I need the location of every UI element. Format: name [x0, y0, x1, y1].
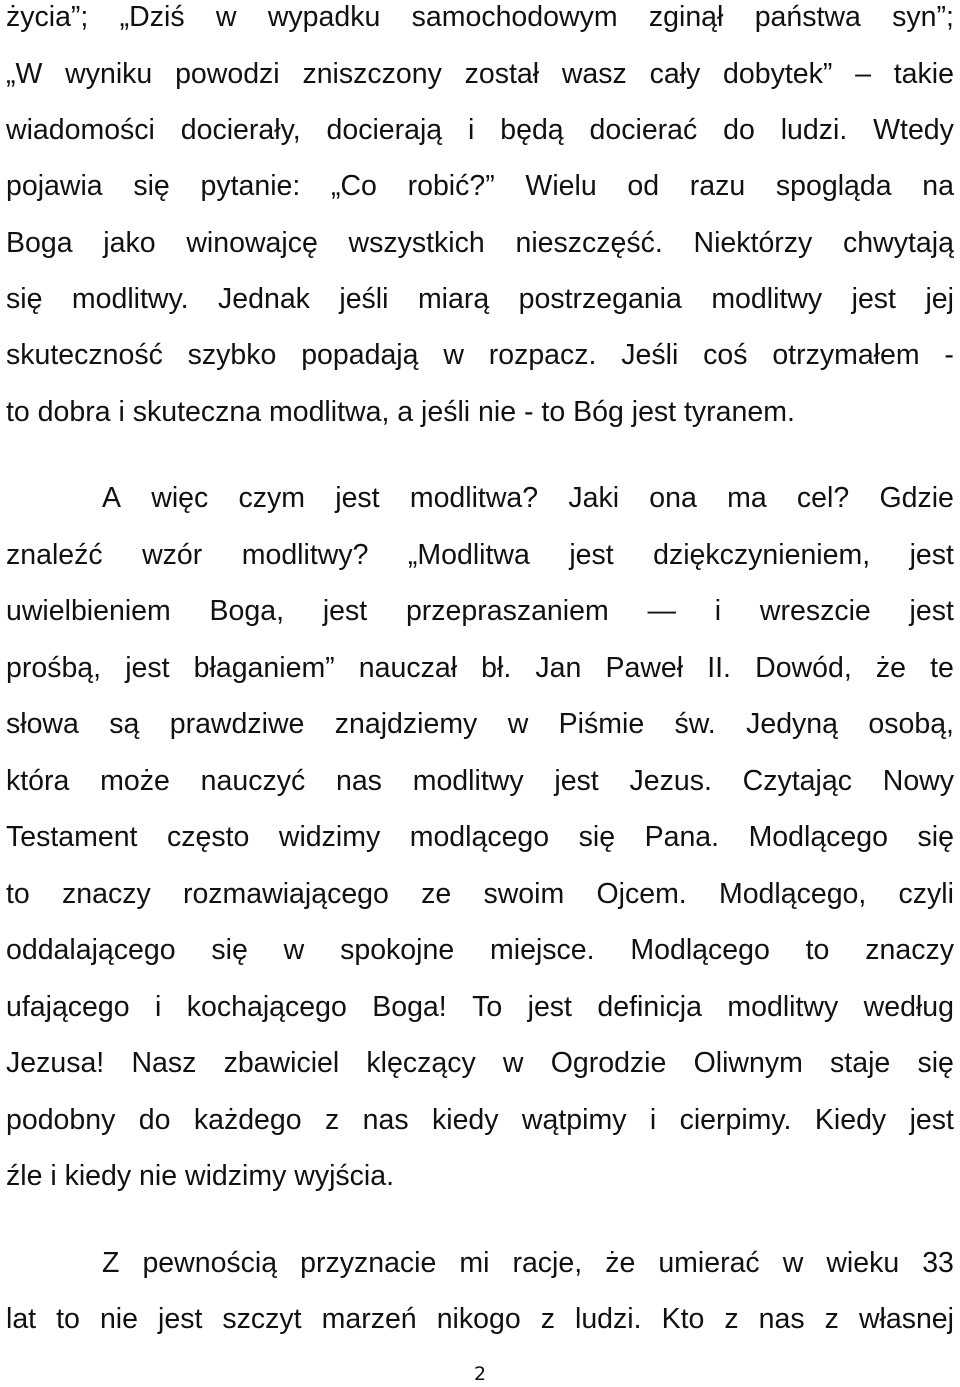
page-number: 2 — [473, 1363, 487, 1385]
text-line: skuteczność szybko popadają w rozpacz. Jeśli coś otrzymałem - — [6, 339, 954, 371]
text-line: to znaczy rozmawiającego ze swoim Ojcem. Modlącego, czyli — [6, 878, 954, 910]
text-line: uwielbieniem Boga, jest przepraszaniem — i wreszcie jest — [6, 595, 954, 627]
text-line: wiadomości docierały, docierają i będą docierać do ludzi. Wtedy — [6, 114, 954, 146]
text-line: prośbą, jest błaganiem” nauczał bł. Jan Paweł II. Dowód, że te — [6, 652, 954, 684]
text-line: Boga jako winowajcę wszystkich nieszczęść. Niektórzy chwytają — [6, 227, 954, 259]
text-line: Z pewnością przyznacie mi racje, że umierać w wieku 33 — [102, 1247, 954, 1279]
text-line: która może nauczyć nas modlitwy jest Jezus. Czytając Nowy — [6, 765, 954, 797]
text-line: Testament często widzimy modlącego się Pana. Modlącego się — [6, 821, 954, 853]
text-line: lat to nie jest szczyt marzeń nikogo z ludzi. Kto z nas z własnej — [6, 1303, 954, 1335]
text-line: A więc czym jest modlitwa? Jaki ona ma cel? Gdzie — [102, 482, 954, 514]
text-line: życia”; „Dziś w wypadku samochodowym zginął państwa syn”; — [6, 1, 954, 33]
text-line: to dobra i skuteczna modlitwa, a jeśli nie - to Bóg jest tyranem. — [6, 396, 795, 428]
text-line: oddalającego się w spokojne miejsce. Modlącego to znaczy — [6, 934, 954, 966]
text-line: słowa są prawdziwe znajdziemy w Piśmie św. Jedyną osobą, — [6, 708, 954, 740]
text-line: się modlitwy. Jednak jeśli miarą postrzegania modlitwy jest jej — [6, 283, 954, 315]
text-line: znaleźć wzór modlitwy? „Modlitwa jest dziękczynieniem, jest — [6, 539, 954, 571]
text-line: ufającego i kochającego Boga! To jest definicja modlitwy według — [6, 991, 954, 1023]
text-line: „W wyniku powodzi zniszczony został wasz cały dobytek” – takie — [6, 58, 954, 90]
text-line: pojawia się pytanie: „Co robić?” Wielu od razu spogląda na — [6, 170, 954, 202]
text-line: źle i kiedy nie widzimy wyjścia. — [6, 1160, 395, 1192]
text-line: podobny do każdego z nas kiedy wątpimy i cierpimy. Kiedy jest — [6, 1104, 954, 1136]
text-line: Jezusa! Nasz zbawiciel klęczący w Ogrodzie Oliwnym staje się — [6, 1047, 954, 1079]
